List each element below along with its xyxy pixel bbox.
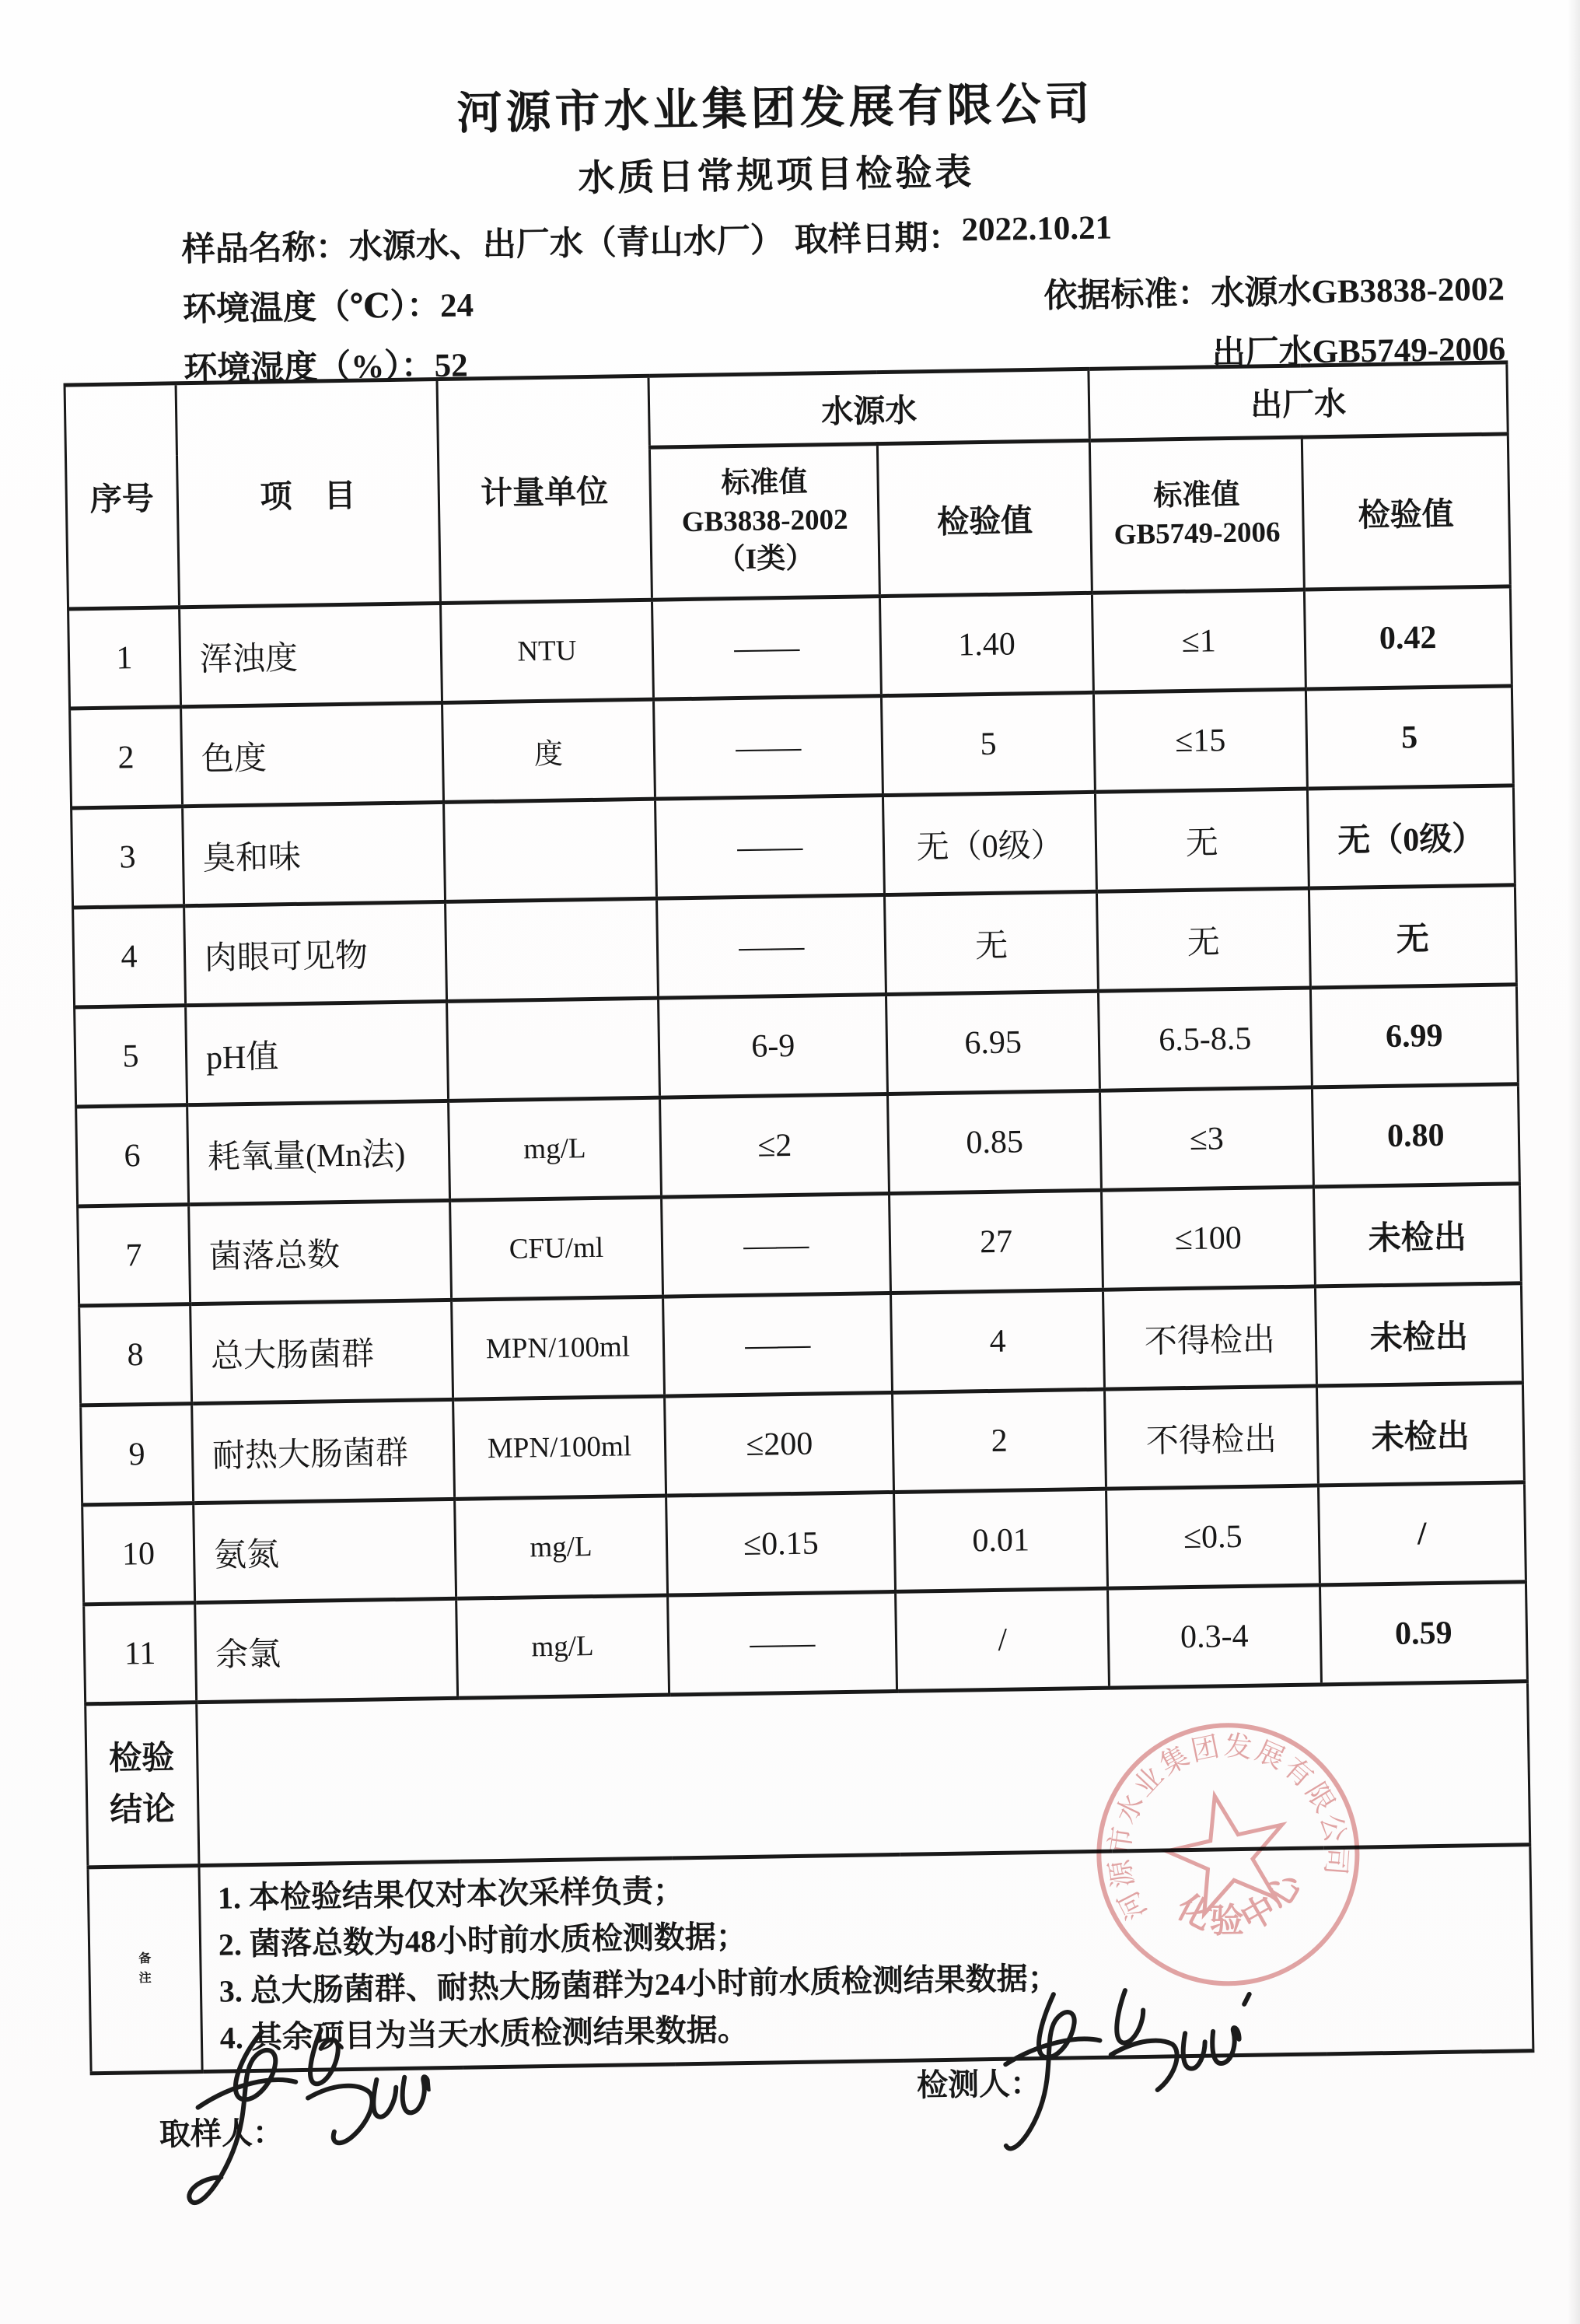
cell-source-standard: ≤2 xyxy=(660,1094,890,1198)
cell-seq: 9 xyxy=(81,1404,194,1505)
cell-seq: 7 xyxy=(78,1205,191,1306)
cell-seq: 5 xyxy=(75,1006,187,1107)
cell-finished-value: 0.80 xyxy=(1312,1084,1519,1187)
col-header-finished-standard: 标准值 GB5749-2006 xyxy=(1089,437,1304,593)
basis-standard-finished: 出厂水GB5749-2006 xyxy=(1211,331,1506,373)
conclusion-row xyxy=(86,1682,1530,1867)
cell-unit: MPN/100ml xyxy=(453,1396,666,1499)
remark-line: 3. 总大肠菌群、耐热大肠菌群为24小时前水质检测结果数据； xyxy=(218,1960,1060,2009)
cell-item: 菌落总数 xyxy=(188,1200,451,1304)
cell-unit xyxy=(445,898,659,1001)
cell-source-standard: —— xyxy=(654,696,883,800)
col-header-item: 项 目 xyxy=(176,380,440,607)
cell-item: 氨氮 xyxy=(193,1499,456,1602)
cell-item: 臭和味 xyxy=(182,802,445,905)
cell-finished-value: 无 xyxy=(1309,885,1516,988)
cell-unit: mg/L xyxy=(448,1097,662,1200)
cell-unit: CFU/ml xyxy=(449,1197,663,1300)
cell-source-standard: ≤0.15 xyxy=(666,1492,896,1595)
conclusion-label: 检验结论 xyxy=(86,1703,199,1867)
tester-label: 检测人： xyxy=(916,2066,1042,2103)
result-table xyxy=(64,360,1535,2075)
cell-source-value: 0.85 xyxy=(888,1090,1102,1193)
sampler-label: 取样人： xyxy=(159,2115,285,2152)
sampling-date-label: 取样日期： xyxy=(794,219,963,259)
remark-row xyxy=(88,1845,1533,2074)
sampling-date-value: 2022.10.21 xyxy=(961,209,1113,249)
cell-unit xyxy=(443,799,657,901)
remark-line: 1. 本检验结果仅对本次采样负责； xyxy=(217,1873,685,1916)
cell-finished-standard: 无 xyxy=(1096,888,1310,991)
company-name: 河源市水业集团发展有限公司 xyxy=(456,78,1095,139)
cell-unit: mg/L xyxy=(454,1496,668,1598)
cell-source-value: 0.01 xyxy=(894,1489,1108,1591)
cell-finished-standard: ≤3 xyxy=(1099,1087,1313,1190)
cell-finished-standard: ≤100 xyxy=(1101,1187,1315,1290)
cell-source-standard: —— xyxy=(662,1194,891,1297)
cell-finished-standard: 6.5-8.5 xyxy=(1098,988,1312,1090)
cell-source-standard: —— xyxy=(657,895,886,999)
cell-seq: 1 xyxy=(68,607,181,709)
cell-source-standard: —— xyxy=(668,1591,897,1695)
basis-standard-source xyxy=(1043,262,1505,317)
cell-unit: MPN/100ml xyxy=(451,1297,665,1399)
cell-finished-value: 未检出 xyxy=(1315,1283,1522,1386)
cell-finished-value: 未检出 xyxy=(1313,1184,1521,1286)
report-info xyxy=(181,202,1505,390)
cell-finished-standard: 0.3-4 xyxy=(1108,1585,1322,1688)
remark-content xyxy=(199,1845,1533,2072)
cell-source-value: 1.40 xyxy=(880,593,1094,695)
cell-unit: NTU xyxy=(440,600,654,702)
col-group-source-water: 水源水 xyxy=(648,369,1089,447)
cell-source-value: 27 xyxy=(890,1190,1103,1293)
cell-seq: 6 xyxy=(76,1105,189,1206)
basis-label: 依据标准： xyxy=(1043,275,1211,315)
remark-label: 备注 xyxy=(88,1866,202,2074)
cell-seq: 8 xyxy=(79,1304,192,1405)
cell-seq: 11 xyxy=(84,1603,197,1704)
env-temp-label: 环境温度（℃）： xyxy=(182,287,441,329)
cell-unit xyxy=(446,998,660,1101)
cell-source-value: 无 xyxy=(885,891,1099,994)
cell-source-standard: 6-9 xyxy=(659,995,888,1098)
remark-line: 2. 菌落总数为48小时前水质检测数据； xyxy=(218,1919,748,1962)
cell-source-standard: —— xyxy=(655,796,885,899)
cell-finished-standard: 无 xyxy=(1095,789,1309,891)
cell-finished-standard: ≤15 xyxy=(1093,689,1307,792)
cell-item: 耗氧量(Mn法) xyxy=(187,1101,449,1204)
cell-item: 肉眼可见物 xyxy=(184,901,446,1005)
remark-line: 4. 其余项目为当天水质检测结果数据。 xyxy=(219,2011,750,2056)
sample-name-label: 样品名称： xyxy=(181,229,350,269)
stamp-center-text: 化验中心 xyxy=(1171,1863,1312,1941)
cell-finished-value: / xyxy=(1318,1482,1526,1585)
cell-finished-value: 0.59 xyxy=(1320,1582,1527,1685)
conclusion-value xyxy=(196,1682,1529,1866)
temp-standard-line xyxy=(183,262,1505,331)
env-humidity-label: 环境湿度（%）： xyxy=(183,348,435,389)
cell-finished-value: 未检出 xyxy=(1316,1383,1524,1486)
col-header-unit: 计量单位 xyxy=(437,376,652,603)
env-temp-value: 24 xyxy=(439,287,474,324)
cell-source-value: / xyxy=(896,1588,1110,1691)
col-header-source-value: 检验值 xyxy=(878,440,1092,596)
cell-finished-standard: ≤1 xyxy=(1092,590,1306,692)
cell-item: pH值 xyxy=(185,1001,448,1104)
cell-seq: 10 xyxy=(82,1503,195,1605)
cell-item: 浑浊度 xyxy=(179,603,442,706)
env-temp xyxy=(183,278,474,331)
cell-item: 耐热大肠菌群 xyxy=(191,1399,454,1503)
report-header xyxy=(0,59,1569,394)
cell-finished-standard: 不得检出 xyxy=(1103,1286,1316,1389)
cell-item: 色度 xyxy=(180,702,443,806)
result-table-wrap xyxy=(64,360,1535,2075)
col-header-seq: 序号 xyxy=(65,383,179,609)
cell-source-value: 5 xyxy=(882,692,1096,795)
stamp-ring-text: 河源市水业集团发展有限公司 xyxy=(1103,1730,1353,1925)
cell-source-value: 2 xyxy=(893,1389,1106,1492)
cell-item: 余氯 xyxy=(194,1598,457,1702)
cell-finished-standard: 不得检出 xyxy=(1104,1386,1318,1489)
cell-source-value: 6.95 xyxy=(886,991,1100,1094)
cell-unit: 度 xyxy=(442,699,655,802)
col-header-source-standard: 标准值 GB3838-2002 （I类） xyxy=(650,444,880,600)
sample-info-line xyxy=(181,202,1504,271)
cell-seq: 4 xyxy=(73,906,186,1007)
col-group-finished-water: 出厂水 xyxy=(1089,362,1508,440)
cell-source-standard: ≤200 xyxy=(665,1392,894,1496)
env-humidity-value: 52 xyxy=(434,347,469,385)
sample-name-value: 水源水、出厂水（青山水厂） xyxy=(348,222,785,266)
cell-item: 总大肠菌群 xyxy=(190,1300,453,1403)
cell-finished-value: 0.42 xyxy=(1304,586,1512,689)
cell-finished-value: 6.99 xyxy=(1310,985,1518,1087)
cell-source-value: 无（0级） xyxy=(883,792,1097,894)
report-title: 水质日常规项目检验表 xyxy=(578,152,975,200)
cell-source-standard: —— xyxy=(652,597,882,700)
cell-finished-standard: ≤0.5 xyxy=(1106,1486,1320,1588)
cell-finished-value: 5 xyxy=(1306,686,1513,789)
cell-finished-value: 无（0级） xyxy=(1307,786,1515,888)
col-header-finished-value: 检验值 xyxy=(1302,434,1510,590)
cell-source-standard: —— xyxy=(663,1293,893,1396)
cell-source-value: 4 xyxy=(891,1290,1105,1392)
cell-seq: 2 xyxy=(70,707,183,808)
basis-source-value: 水源水GB3838-2002 xyxy=(1211,271,1505,313)
cell-unit: mg/L xyxy=(456,1595,669,1698)
cell-seq: 3 xyxy=(72,807,184,908)
